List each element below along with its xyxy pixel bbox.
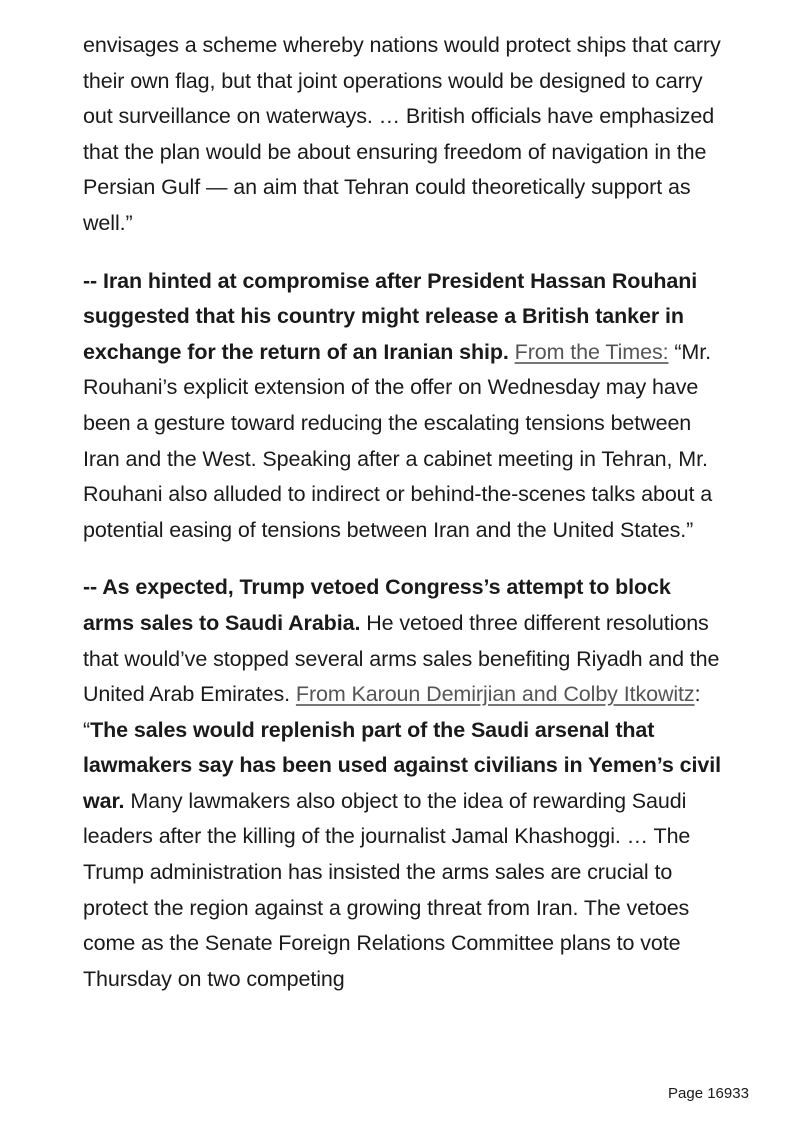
paragraph-text: envisages a scheme whereby nations would protect ships that carry their own flag, but that joint operations would be designed to carry out surveillance on waterways. … British officials have emphasized that the plan would be about ensuring freedom of navigation in the Persian Gulf — an aim that Tehran could theoretically support as well.”	[83, 33, 721, 235]
paragraph-headline: -- As expected, Trump vetoed Congress’s attempt to block arms sales to Saudi Arabia.	[83, 575, 671, 635]
paragraph-continuation	[83, 28, 723, 242]
paragraph-headline: -- Iran hinted at compromise after President Hassan Rouhani suggested that his country might release a British tanker in exchange for the return of an Iranian ship.	[83, 268, 698, 364]
page-number: Page 16933	[668, 1085, 749, 1102]
quote-open: : “	[83, 682, 701, 742]
paragraph-trump-veto	[83, 570, 723, 997]
quote-text: Many lawmakers also object to the idea of rewarding Saudi leaders after the killing of the journalist Jamal Khashoggi. … The Trump administration has insisted the arms sales are crucial to protect the region against a growing threat from Iran. The vetoes come as the Senate Foreign Relations Committee plans to vote Thursday on two competing	[83, 788, 691, 991]
paragraph-text: He vetoed three different resolutions that would’ve stopped several arms sales benefiting Riyadh and the United Arab Emirates.	[83, 610, 720, 707]
document-body	[83, 28, 723, 1086]
source-link-demirjian-itkowitz[interactable]: From Karoun Demirjian and Colby Itkowitz	[295, 682, 695, 707]
paragraph-iran-compromise	[83, 264, 723, 549]
paragraph-quote: “Mr. Rouhani’s explicit extension of the offer on Wednesday may have been a gesture toward reducing the escalating tensions between Iran and the West. Speaking after a cabinet meeting in Tehran, Mr. Rouhani also alluded to indirect or behind-the-scenes talks about a potential easing of tensions between Iran and the United States.”	[83, 339, 713, 542]
source-link-times[interactable]: From the Times:	[514, 339, 669, 364]
quote-bold-text: The sales would replenish part of the Saudi arsenal that lawmakers say has been used against civilians in Yemen’s civil war.	[83, 717, 721, 813]
